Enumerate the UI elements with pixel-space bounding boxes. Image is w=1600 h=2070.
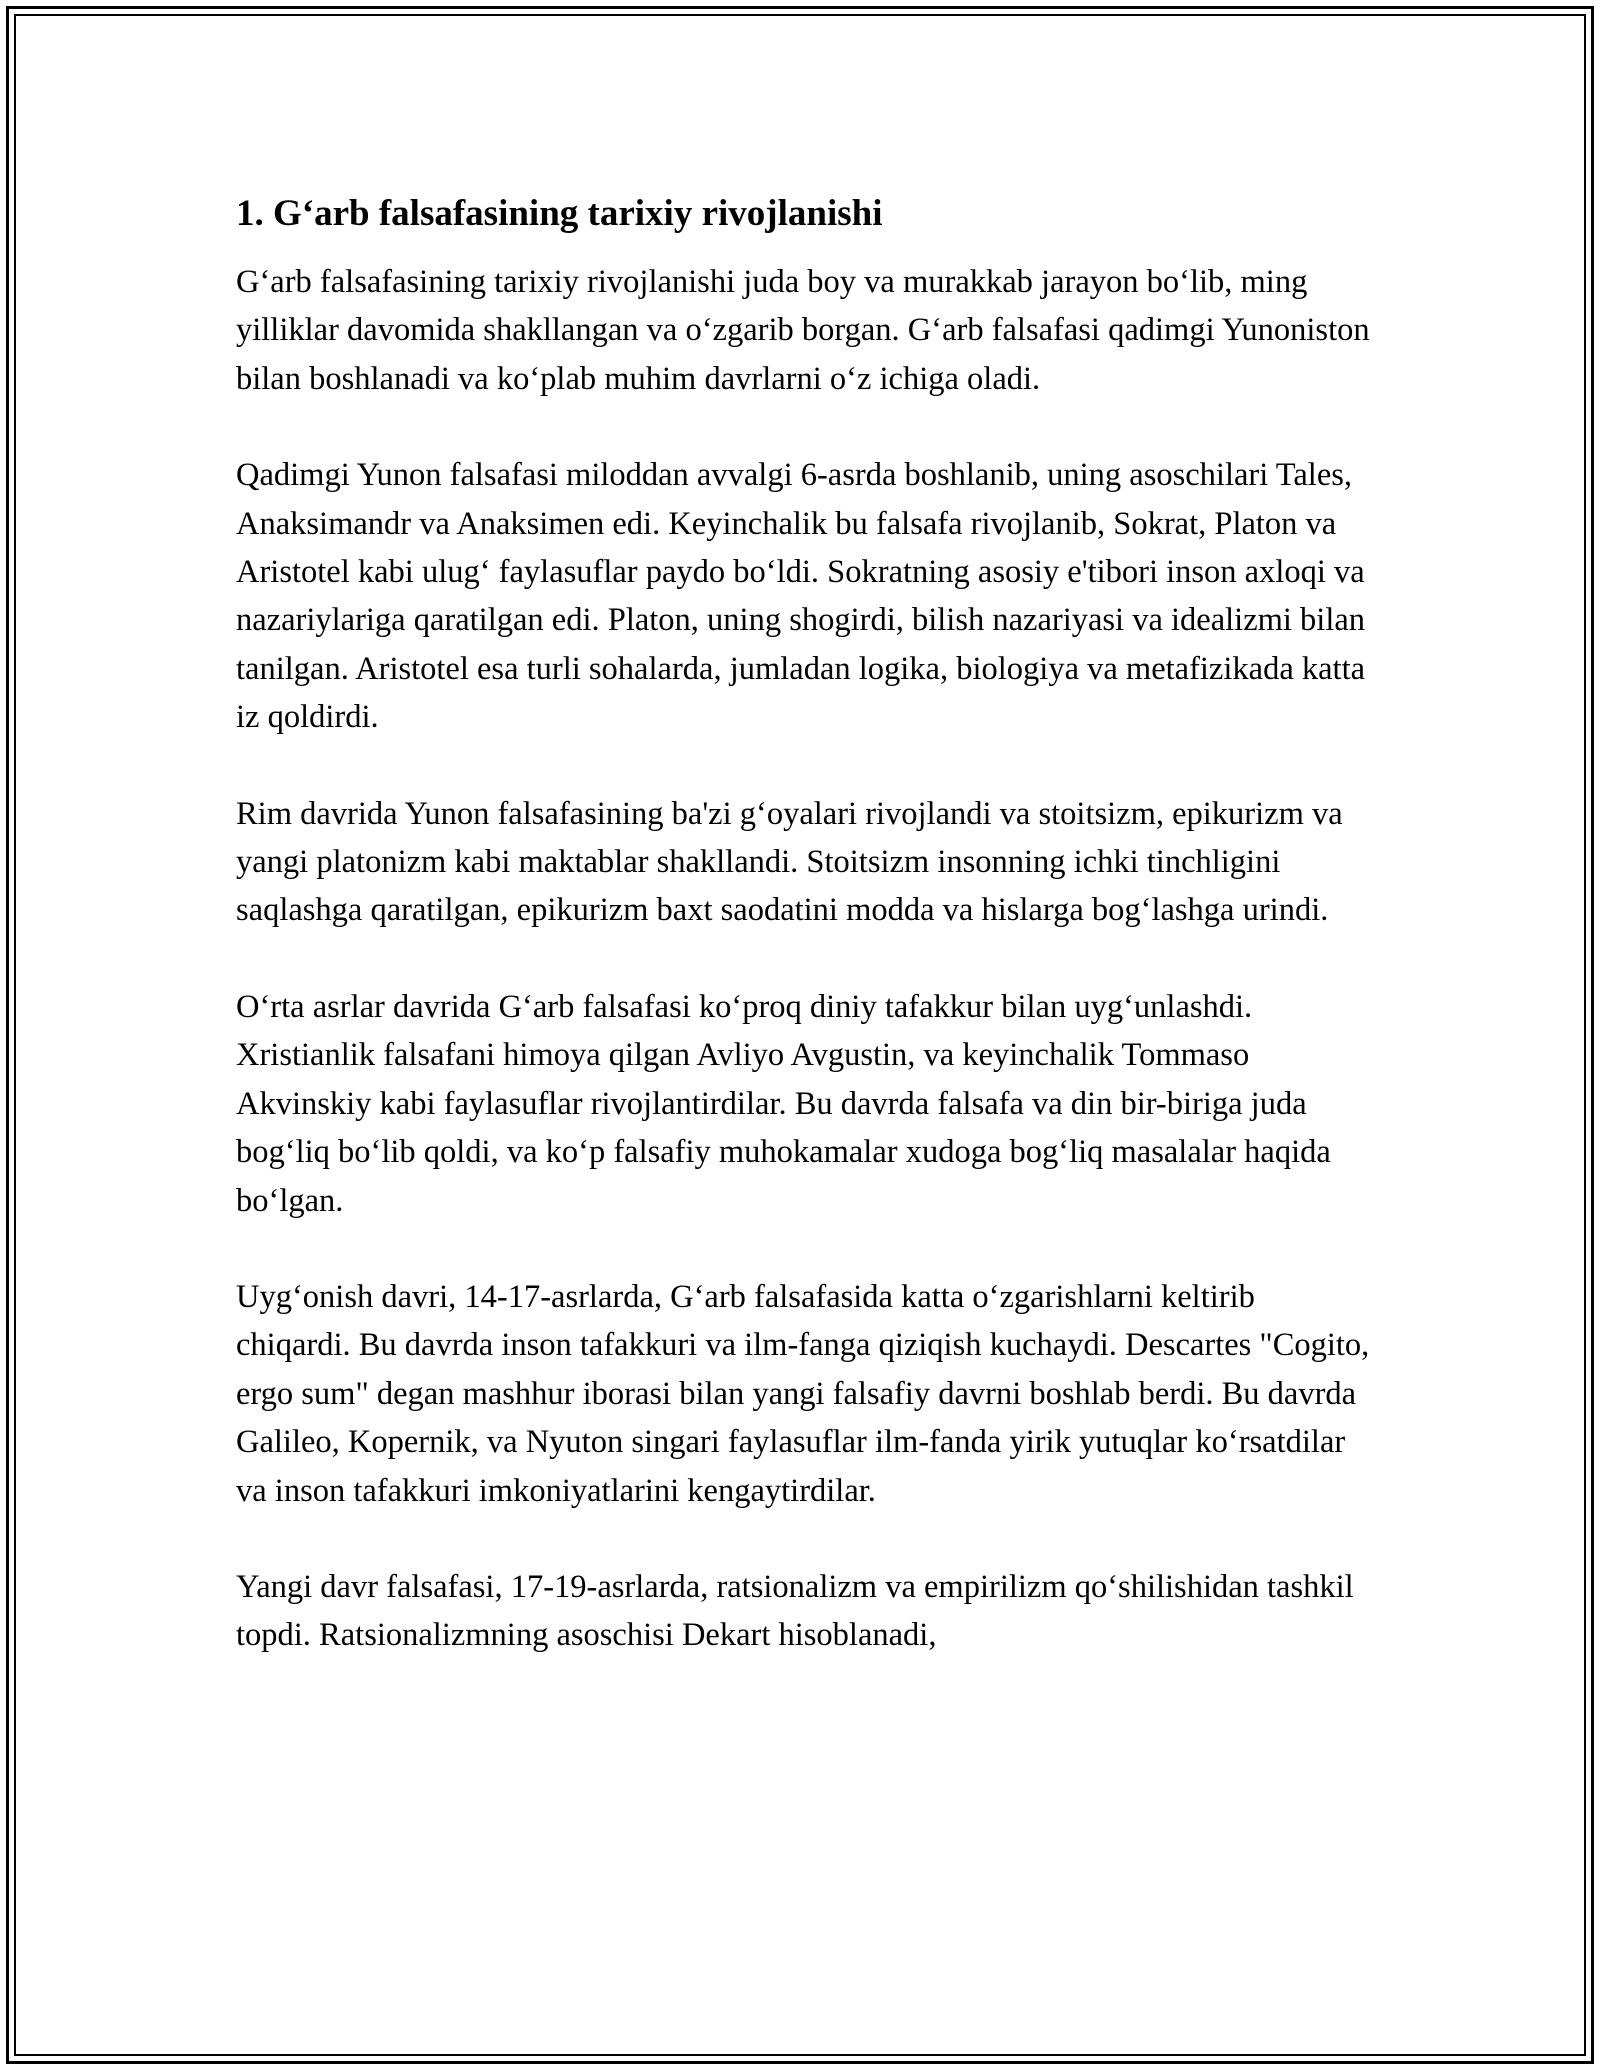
section-heading: 1. G‘arb falsafasining tarixiy rivojlanishi	[236, 193, 883, 234]
paragraph-renaissance: Uyg‘onish davri, 14-17-asrlarda, G‘arb falsafasida katta o‘zgarishlarni keltirib chiqardi. Bu davrda inson tafakkuri va ilm-fanga qiziqish kuchaydi. Descartes "Cogito, ergo sum" degan mashhur iborasi bilan yangi falsafiy davrni boshlab berdi. Bu davrda Galileo, Kopernik, va Nyuton singari faylasuflar ilm-fanda yirik yutuqlar ko‘rsatdilar va inson tafakkuri imkoniyatlarini kengaytirdilar.	[236, 1278, 1370, 1509]
document-body	[236, 188, 1376, 1708]
paragraph-intro: G‘arb falsafasining tarixiy rivojlanishi juda boy va murakkab jarayon bo‘lib, ming yilliklar davomida shakllangan va o‘zgarib borgan. G‘arb falsafasi qadimgi Yunoniston bilan boshlanadi va ko‘plab muhim davrlarni o‘z ichiga oladi.	[236, 264, 1370, 397]
paragraph-modern: Yangi davr falsafasi, 17-19-asrlarda, ratsionalizm va empirilizm qo‘shilishidan tashkil topdi. Ratsionalizmning asoschisi Dekart hisoblanadi,	[236, 1568, 1354, 1654]
paragraph-ancient-greek: Qadimgi Yunon falsafasi miloddan avvalgi 6-asrda boshlanib, uning asoschilari Tales, Anaksimandr va Anaksimen edi. Keyinchalik bu falsafa rivojlanib, Sokrat, Platon va Aristotel kabi ulug‘ faylasuflar paydo bo‘ldi. Sokratning asosiy e'tibori inson axloqi va nazariylariga qaratilgan edi. Platon, uning shogirdi, bilish nazariyasi va idealizmi bilan tanilgan. Aristotel esa turli sohalarda, jumladan logika, biologiya va metafizikada katta iz qoldirdi.	[236, 457, 1366, 736]
paragraph-roman: Rim davrida Yunon falsafasining ba'zi g‘oyalari rivojlandi va stoitsizm, epikurizm va yangi platonizm kabi maktablar shakllandi. Stoitsizm insonning ichki tinchligini saqlashga qaratilgan, epikurizm baxt saodatini modda va hislarga bog‘lashga urindi.	[236, 795, 1343, 929]
paragraph-middle-ages: O‘rta asrlar davrida G‘arb falsafasi ko‘proq diniy tafakkur bilan uyg‘unlashdi. Xristianlik falsafani himoya qilgan Avliyo Avgustin, va keyinchalik Tommaso Akvinskiy kabi faylasuflar rivojlantirdilar. Bu davrda falsafa va din bir-biriga juda bog‘liq bo‘lib qoldi, va ko‘p falsafiy muhokamalar xudoga bog‘liq masalalar haqida bo‘lgan.	[236, 988, 1331, 1219]
